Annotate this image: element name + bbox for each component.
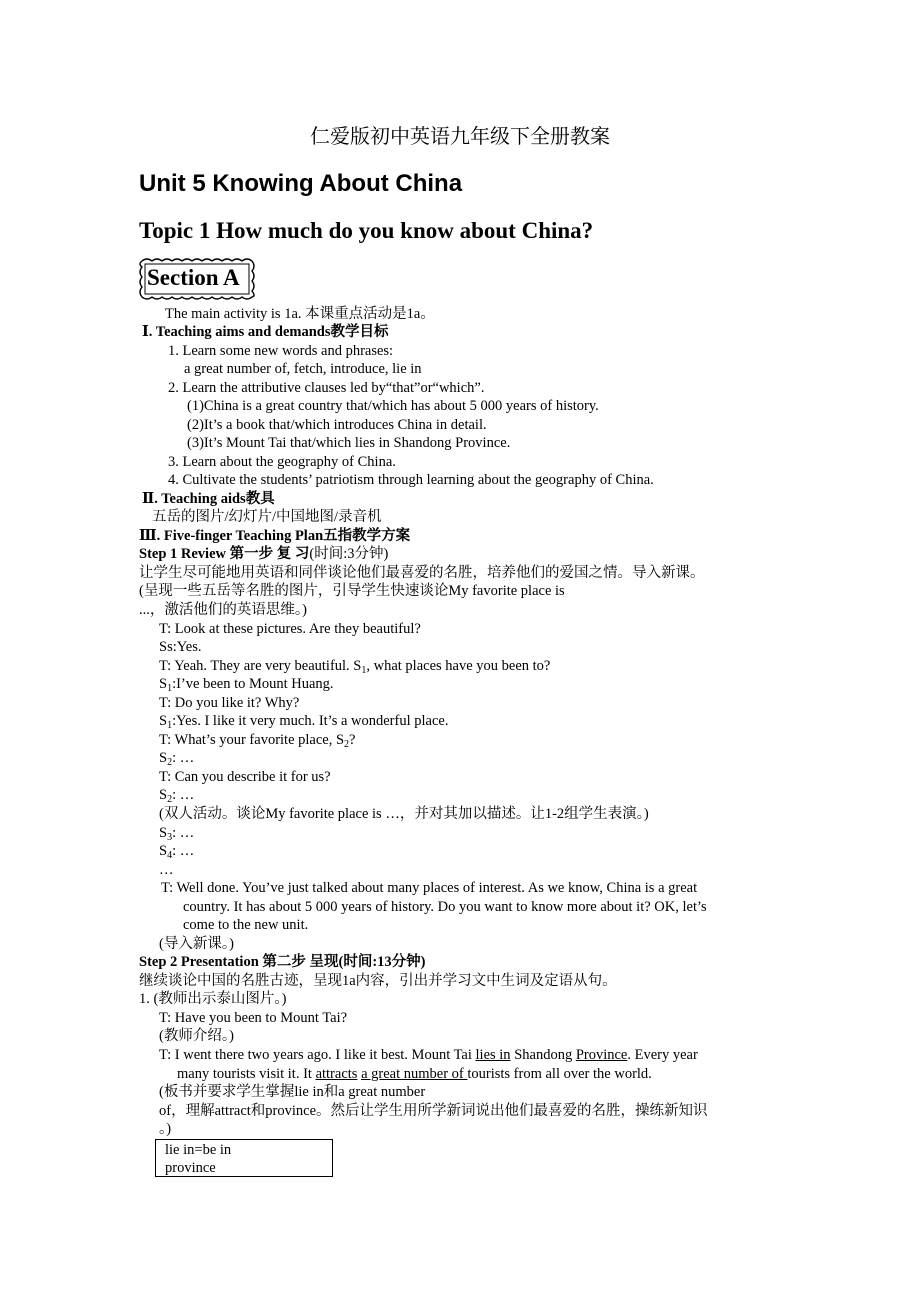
dialogue-line: $S_4$: …	[159, 843, 195, 861]
dialogue-line: T: Look at these pictures. Are they beautiful?	[159, 621, 421, 637]
step2-heading: Step 2 Presentation 第二步 呈现(时间:13分钟)	[139, 954, 426, 970]
board-note-1: (板书并要求学生掌握lie in和a great number	[159, 1084, 426, 1100]
dialogue-line: T: What’s your favorite place, $S_2$?	[159, 732, 356, 750]
example-1: (1)China is a great country that/which has about 5 000 years of history.	[187, 398, 599, 414]
step1-time: (时间:3分钟)	[309, 546, 389, 562]
teaching-aids-content: 五岳的图片/幻灯片/中国地图/录音机	[152, 509, 382, 525]
example-3: (3)It’s Mount Tai that/which lies in Shandong Province.	[187, 435, 511, 451]
step2-desc: 继续谈论中国的名胜古迹，呈现1a内容，引出并学习文中生词及定语从句。	[139, 973, 617, 989]
dialogue-line: T: Do you like it? Why?	[159, 695, 300, 711]
underlined-phrase: attracts	[315, 1066, 358, 1082]
topic-title: Topic 1 How much do you know about China?	[139, 218, 594, 243]
board-entry: province	[165, 1160, 216, 1176]
aim-item-1: 1. Learn some new words and phrases:	[168, 343, 394, 359]
step1-note-2: ...，激活他们的英语思维。)	[139, 602, 307, 618]
teacher-intro-note: (教师介绍。)	[159, 1028, 234, 1044]
step1-desc: 让学生尽可能地用英语和同伴谈论他们最喜爱的名胜，培养他们的爱国之情。导入新课。	[139, 565, 705, 581]
teaching-aids-heading: Ⅱ. Teaching aids教具	[142, 491, 275, 507]
dialogue-line: T: Can you describe it for us?	[159, 769, 331, 785]
lead-in-note: (导入新课。)	[159, 936, 234, 952]
step1-note-1: (呈现一些五岳等名胜的图片，引导学生快速谈论My favorite place is	[139, 583, 565, 599]
dialogue-line: $S_1:I’ve$ been to Mount Huang.	[159, 676, 334, 694]
main-activity: The main activity is 1a. 本课重点活动是1a。	[165, 306, 435, 322]
dialogue-line: T: I went there two years ago. I like it best. Mount Tai lies in Shandong Province. Every year	[159, 1047, 698, 1063]
board-note-3: 。)	[159, 1121, 172, 1137]
dialogue-line: $S_1:Yes$. I like it very much. It’s a wonderful place.	[159, 713, 449, 731]
dialogue-ellipsis: …	[159, 862, 174, 878]
example-2: (2)It’s a book that/which introduces China in detail.	[187, 417, 487, 433]
step1-heading-line	[139, 545, 388, 563]
dialogue-line-cont: country. It has about 5 000 years of history. Do you want to know more about it? OK, let’s	[183, 899, 707, 915]
aim-item-4: 4. Cultivate the students’ patriotism through learning about the geography of China.	[168, 472, 654, 488]
unit-title: Unit 5 Knowing About China	[139, 170, 463, 197]
underlined-phrase: a great number of	[361, 1066, 468, 1082]
document-title: 仁爱版初中英语九年级下全册教案	[310, 126, 610, 148]
dialogue-line: T: Well done. You’ve just talked about many places of interest. As we know, China is a great	[161, 880, 698, 896]
board-note-2: of，理解attract和province。然后让学生用所学新词说出他们最喜爱的名胜，操练新知识	[159, 1103, 708, 1119]
section-label: Section A	[147, 265, 240, 290]
underlined-phrase: lies in	[475, 1047, 511, 1063]
blackboard-box	[155, 1139, 333, 1177]
dialogue-line: $S_3$: …	[159, 825, 195, 843]
dialogue-line: T: Yeah. They are very beautiful. $S_1$, what places have you been to?	[159, 658, 551, 676]
aim-item-1-words: a great number of, fetch, introduce, lie in	[184, 361, 422, 377]
step1-heading: Step 1 Review 第一步 复 习	[139, 546, 310, 562]
dialogue-line: $S_2$: …	[159, 750, 195, 768]
board-entry: lie in=be in	[165, 1142, 232, 1158]
dialogue-line: Ss:Yes.	[159, 639, 202, 655]
five-finger-heading: Ⅲ. Five-finger Teaching Plan五指教学方案	[139, 528, 411, 544]
teaching-aims-heading: Ⅰ. Teaching aims and demands教学目标	[142, 324, 389, 340]
dialogue-line-cont: come to the new unit.	[183, 917, 309, 933]
aim-item-3: 3. Learn about the geography of China.	[168, 454, 396, 470]
step2-item-1: 1. (教师出示泰山图片。)	[139, 991, 287, 1007]
dialogue-line: T: Have you been to Mount Tai?	[159, 1010, 348, 1026]
aim-item-2: 2. Learn the attributive clauses led by“that”or“which”.	[168, 380, 485, 396]
dialogue-line: $S_2$: …	[159, 787, 195, 805]
underlined-phrase: Province	[575, 1047, 628, 1063]
pair-activity-note: (双人活动。谈论My favorite place is …，并对其加以描述。让1-2组学生表演。)	[159, 806, 649, 822]
dialogue-line-cont: many tourists visit it. It attracts a great number of tourists from all over the world.	[177, 1066, 652, 1082]
